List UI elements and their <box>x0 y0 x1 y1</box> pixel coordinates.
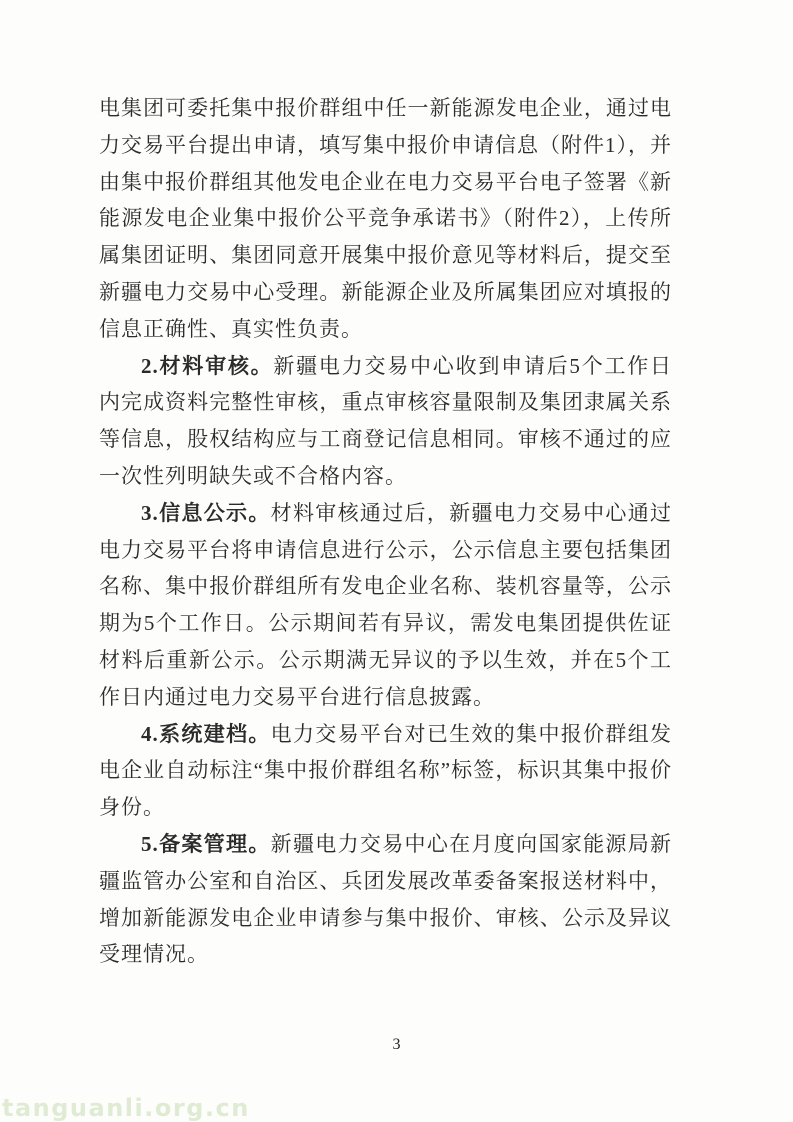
paragraph-continuation <box>99 90 672 348</box>
paragraph-lead: 2.材料审核。 <box>141 353 274 378</box>
paragraph-text: 新疆电力交易中心收到申请后5个工作日内完成资料完整性审核，重点审核容量限制及集团隶属关系等信息，股权结构应与工商登记信息相同。审核不通过的应一次性列明缺失或不合格内容。 <box>99 353 673 488</box>
paragraph-text: 电力交易平台对已生效的集中报价群组发电企业自动标注“集中报价群组名称”标签，标识其集中报价身份。 <box>99 721 673 820</box>
paragraph-lead: 3.信息公示。 <box>141 500 271 525</box>
paragraph-record-management <box>99 826 672 973</box>
paragraph-info-publicity <box>99 495 672 716</box>
document-body <box>99 90 672 973</box>
watermark: tanguanli.org.cn <box>2 1094 250 1122</box>
paragraph-material-review <box>99 348 672 495</box>
paragraph-text: 材料审核通过后，新疆电力交易中心通过电力交易平台将申请信息进行公示，公示信息主要包括集团名称、集中报价群组所有发电企业名称、装机容量等，公示期为5个工作日。公示期间若有异议，需发电集团提供佐证材料后重新公示。公示期满无异议的予以生效，并在5个工作日内通过电力交易平台进行信息披露。 <box>99 500 673 709</box>
paragraph-lead: 4.系统建档。 <box>141 721 271 746</box>
paragraph-lead: 5.备案管理。 <box>141 831 271 856</box>
paragraph-system-filing <box>99 716 672 826</box>
paragraph-text: 新疆电力交易中心在月度向国家能源局新疆监管办公室和自治区、兵团发展改革委备案报送材料中，增加新能源发电企业申请参与集中报价、审核、公示及异议受理情况。 <box>99 831 673 967</box>
paragraph-text: 电集团可委托集中报价群组中任一新能源发电企业，通过电力交易平台提出申请，填写集中报价申请信息（附件1），并由集中报价群组其他发电企业在电力交易平台电子签署《新能源发电企业集中报价公平竞争承诺书》（附件2），上传所属集团证明、集团同意开展集中报价意见等材料后，提交至新疆电力交易中心受理。新能源企业及所属集团应对填报的信息正确性、真实性负责。 <box>99 96 672 341</box>
page-number: 3 <box>392 1036 401 1053</box>
